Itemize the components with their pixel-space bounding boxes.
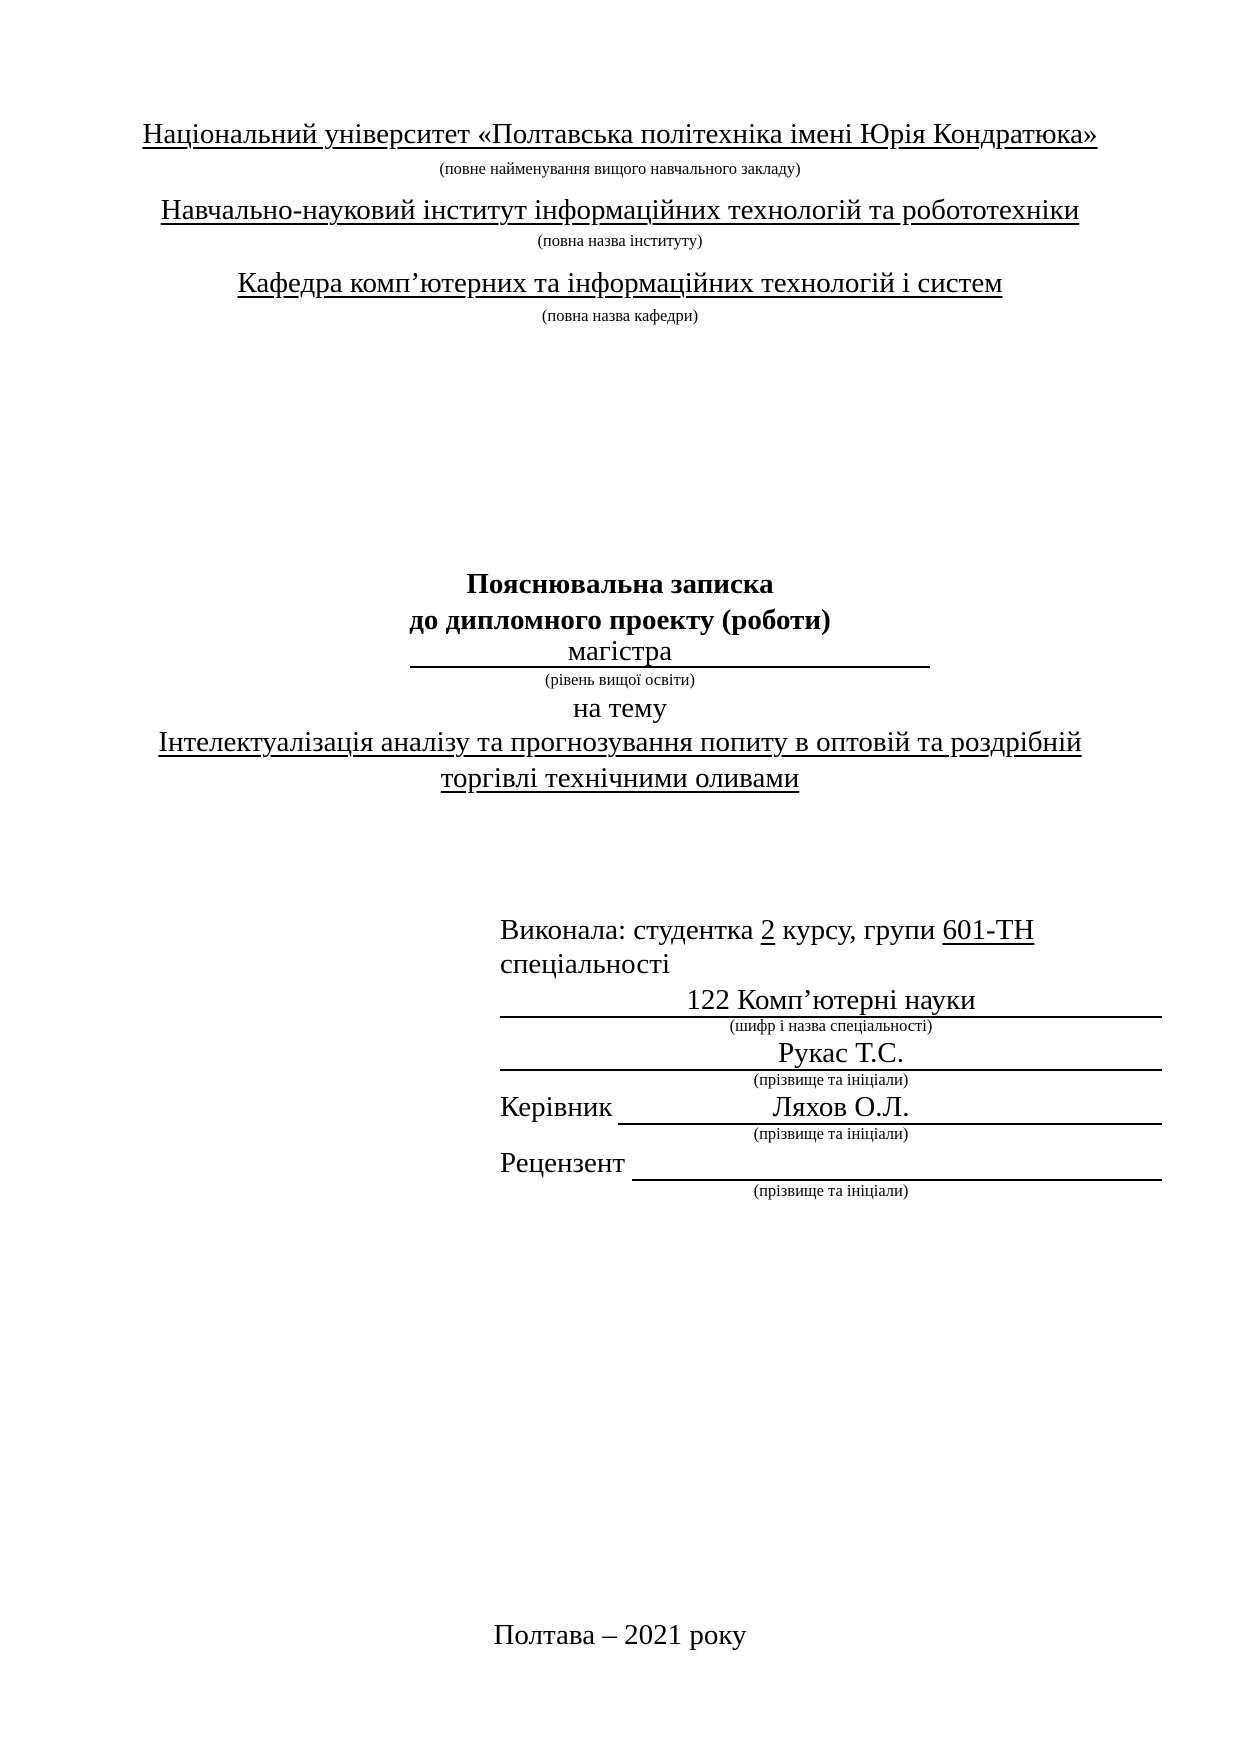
specialty-caption: (шифр і назва спеціальності) <box>729 1016 933 1035</box>
degree-level: магістра <box>567 635 673 667</box>
specialty-field <box>500 982 1162 1018</box>
supervisor-caption: (прізвище та ініціали) <box>753 1124 909 1143</box>
specialty-value: 122 Комп’ютерні науки <box>686 984 976 1016</box>
student-name: Рукас Т.С. <box>778 1037 904 1069</box>
department-name: Кафедра комп’ютерних та інформаційних технологій і систем <box>237 267 1003 299</box>
course-number: 2 <box>760 914 776 946</box>
topic-line-1: Інтелектуалізація аналізу та прогнозування попиту в оптовій та роздрібній <box>158 726 1082 758</box>
specialty-label: спеціальності <box>500 948 671 980</box>
student-caption: (прізвище та ініціали) <box>753 1070 909 1089</box>
group-number: 601-ТН <box>942 914 1035 946</box>
university-name: Національний університет «Полтавська політехніка імені Юрія Кондратюка» <box>142 118 1098 150</box>
department-caption: (повна назва кафедри) <box>541 306 699 325</box>
city-year: Полтава – 2021 року <box>493 1619 747 1651</box>
university-caption: (повне найменування вищого навчального закладу) <box>439 159 801 178</box>
performed-line: Виконала: студентка 2 курсу, групи 601-ТН <box>500 914 1035 946</box>
supervisor-label: Керівник <box>500 1091 613 1123</box>
institute-name: Навчально-науковий інститут інформаційних технологій та робототехніки <box>160 194 1080 226</box>
reviewer-field <box>500 1145 1162 1181</box>
supervisor-name: Ляхов О.Л. <box>772 1091 910 1123</box>
reviewer-caption: (прізвище та ініціали) <box>753 1181 909 1200</box>
student-field <box>500 1035 1162 1071</box>
degree-caption: (рівень вищої освіти) <box>544 670 695 689</box>
document-subtitle: до дипломного проекту (роботи) <box>409 604 831 636</box>
institute-caption: (повна назва інституту) <box>537 231 703 250</box>
topic-prefix: на тему <box>572 692 668 724</box>
author-block <box>500 912 1162 1212</box>
topic-line-2: торгівлі технічними оливами <box>440 762 800 794</box>
document-title: Пояснювальна записка <box>466 568 774 600</box>
supervisor-field <box>500 1089 1162 1125</box>
reviewer-label: Рецензент <box>500 1147 626 1179</box>
